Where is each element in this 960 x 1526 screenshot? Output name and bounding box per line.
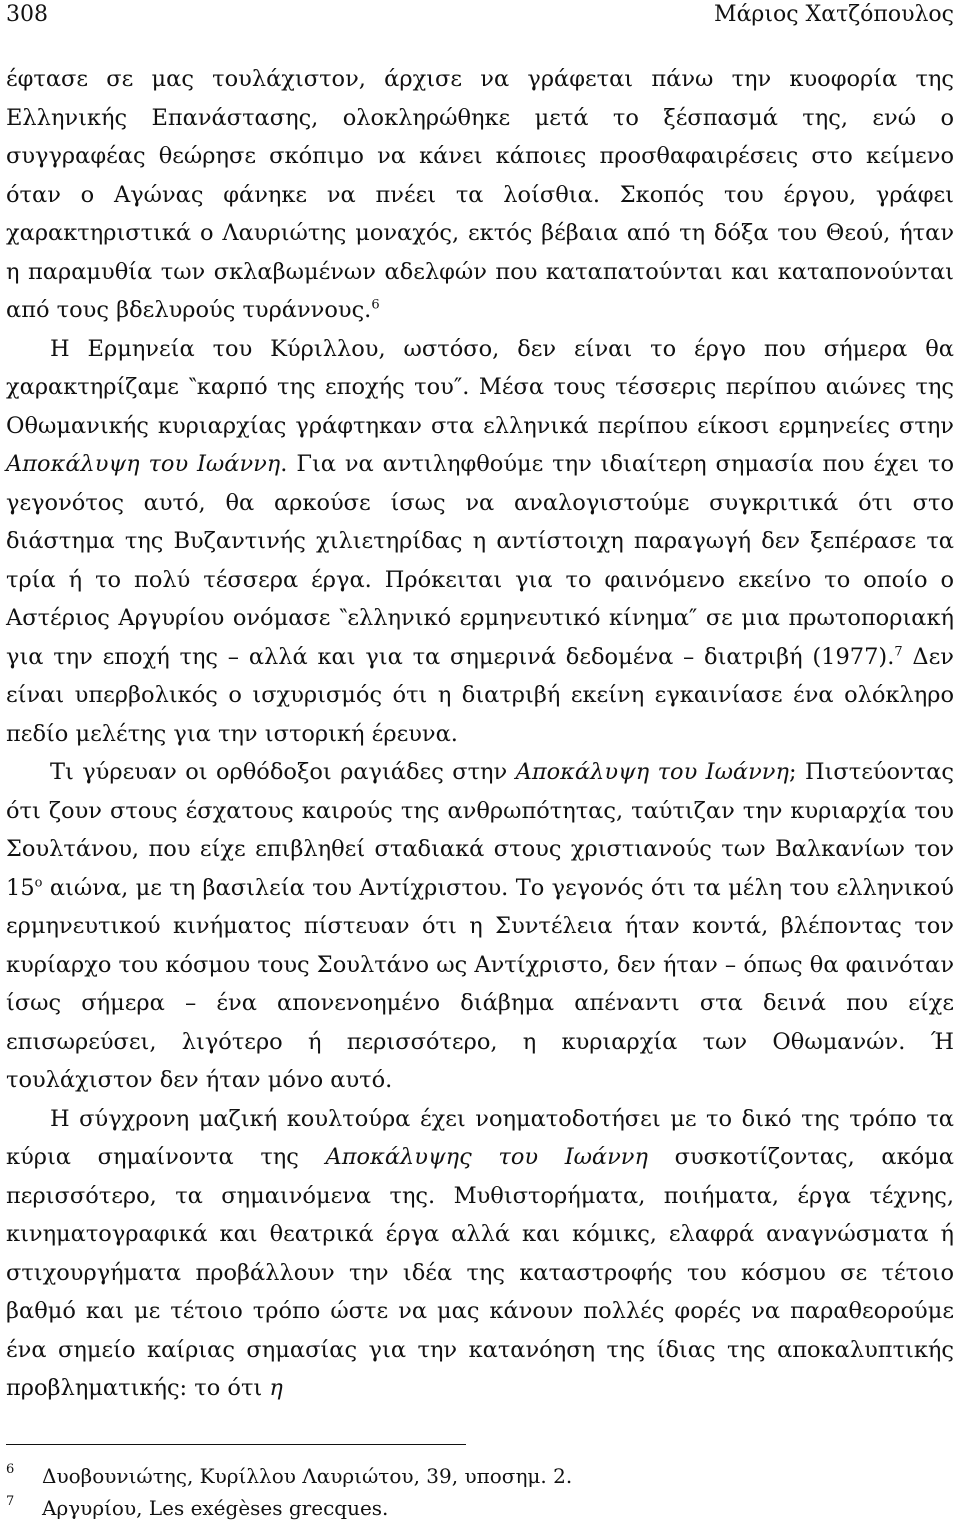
paragraph-4	[6, 1100, 954, 1408]
footnote-ref: 6	[371, 297, 380, 313]
footnote-6	[6, 1460, 954, 1492]
body-text	[6, 60, 954, 1408]
paragraph-2	[6, 330, 954, 754]
running-head-author: Μάριος Χατζόπουλος	[714, 2, 954, 27]
footnote-text: Δυοβουνιώτης, Κυρίλλου Λαυριώτου, 39, υποσημ. 2.	[42, 1464, 573, 1488]
paragraph-1	[6, 60, 954, 330]
running-header	[6, 0, 954, 40]
text-run: ; Πιστεύοντας ότι ζουν στους έσχατους καιρούς της ανθρωπότητας, ταύτιζαν την κυριαρχία του Σουλτάνου, που είχε επιβληθεί σταδιακά στους χριστιανούς των Βαλκανίων τον 15	[6, 759, 954, 901]
paragraph-3	[6, 753, 954, 1100]
text-run: έφτασε σε μας τουλάχιστον, άρχισε να γράφεται πάνω την κυοφορία της Ελληνικής Επανάστασης, ολοκληρώθηκε μετά το ξέσπασμά της, ενώ ο συγγραφέας θεώρησε σκόπιμο να κάνει κάποιες προσθαφαιρέσεις στο κείμενο όταν ο Αγώνας φάνηκε να πνέει τα λοίσθια. Σκοπός του έργου, γράφει χαρακτηριστικά ο Λαυριώτης μοναχός, εκτός βέβαια από τη δόξα του Θεού, ήταν η παραμυθία των σκλαβωμένων αδελφών που καταπατούνται και καταπονούνται από τους βδελυρούς τυράννους.	[6, 66, 954, 323]
italic-title: Αποκάλυψη του Ιωάννη	[6, 451, 281, 477]
footnote-number: 6	[6, 1462, 15, 1477]
text-run: Η Ερμηνεία του Κύριλλου, ωστόσο, δεν είναι το έργο που σήμερα θα χαρακτηρίζαμε ‶καρπό της εποχής του″. Μέσα τους τέσσερις περίπου αιώνες της Οθωμανικής κυριαρχίας γράφτηκαν στα ελληνικά περίπου είκοσι ερμηνείες στην	[6, 335, 954, 439]
footnote-separator	[6, 1444, 466, 1445]
footnote-7	[6, 1492, 954, 1524]
footnote-text: Αργυρίου, Les exégèses grecques.	[42, 1496, 389, 1520]
footnotes	[6, 1460, 954, 1524]
text-run: Η σύγχρονη μαζική κουλτούρα έχει νοηματοδοτήσει με το δικό της τρόπο τα κύρια σημαίνοντα της	[6, 1105, 954, 1170]
italic-word: η	[269, 1375, 283, 1401]
footnote-ref: 7	[894, 644, 903, 659]
text-run: αιώνα, με τη βασιλεία του Αντίχριστου. Το γεγονός ότι τα μέλη του ελληνικού ερμηνευτικού κινήματος πίστευαν ότι η Συντέλεια ήταν κοντά, βλέποντας τον κυρίαρχο του κόσμου τους Σουλτάνο ως Αντίχριστο, δεν ήταν – όπως θα φαινόταν ίσως σήμερα – ένα απονενοημένο διάβημα απέναντι στα δεινά που είχε επισωρεύσει, λιγότερο ή περισσότερο, η κυριαρχία των Οθωμανών. Ή τουλάχιστον δεν ήταν μόνο αυτό.	[6, 874, 954, 1093]
text-run: . Για να αντιληφθούμε την ιδιαίτερη σημασία που έχει το γεγονότος αυτό, θα αρκούσε ίσως να αναλογιστούμε συγκριτικά ότι στο διάστημα της Βυζαντινής χιλιετηρίδας η αντίστοιχη παραγωγή δεν ξεπέρασε τα τρία ή το πολύ τέσσερα έργα. Πρόκειται για το φαινόμενο εκείνο το οποίο ο Αστέριος Αργυρίου ονόμασε ‶ελληνικό ερμηνευτικό κίνημα″ σε μια πρωτοποριακή για την εποχή της – αλλά και για τα σημερινά δεδομένα – διατριβή (1977).	[6, 451, 954, 670]
footnote-number: 7	[6, 1494, 15, 1509]
italic-title: Αποκάλυψη του Ιωάννη	[515, 759, 789, 785]
text-run: Δεν είναι υπερβολικός ο ισχυρισμός ότι η διατριβή εκείνη εγκαινίασε ένα ολόκληρο πεδίο μελέτης για την ιστορική έρευνα.	[6, 643, 954, 747]
ordinal-superscript: ο	[34, 875, 43, 890]
page-number: 308	[6, 2, 48, 27]
italic-title: Αποκάλυψης του Ιωάννη	[325, 1144, 648, 1170]
text-run: συσκοτίζοντας, ακόμα περισσότερο, τα σημαινόμενα της. Μυθιστορήματα, ποιήματα, έργα τέχνης, κινηματογραφικά και θεατρικά έργα αλλά και κόμικς, ελαφρά αναγνώσματα ή στιχουργήματα προβάλλουν την ιδέα της καταστροφής του κόσμου σε τέτοιο βαθμό και με τέτοιο τρόπο ώστε να μας κάνουν πολλές φορές να παραθεορούμε ένα σημείο καίριας σημασίας για την κατανόηση της ίδιας της αποκαλυπτικής προβληματικής: το ότι	[6, 1144, 954, 1401]
text-run: Τι γύρευαν οι ορθόδοξοι ραγιάδες στην	[50, 759, 516, 785]
